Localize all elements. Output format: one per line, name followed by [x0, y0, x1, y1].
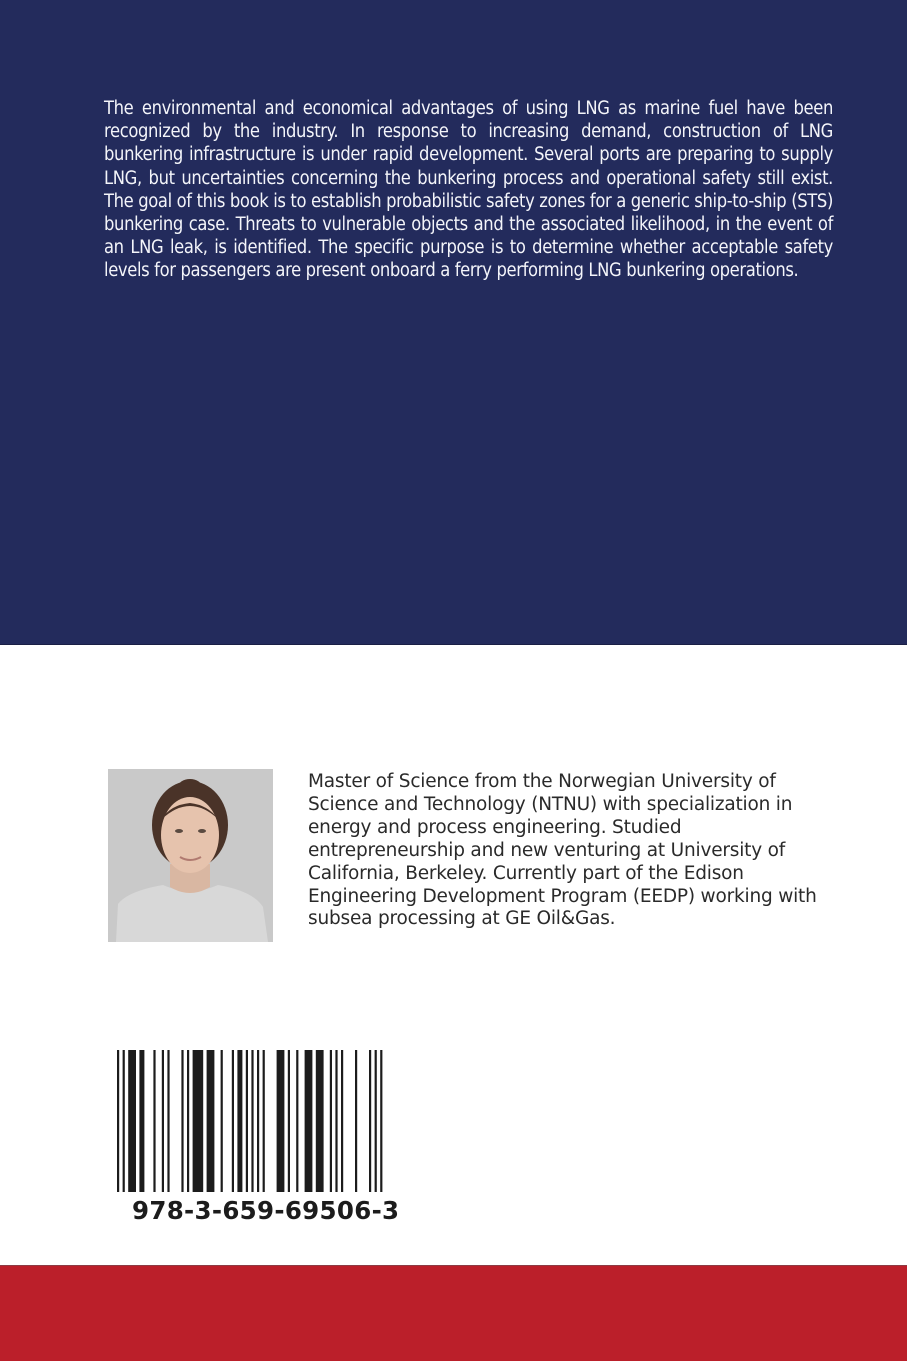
- barcode-bar: [330, 1050, 332, 1192]
- barcode-bar: [221, 1050, 223, 1192]
- author-photo: [108, 769, 273, 942]
- book-blurb: The environmental and economical advantages of using LNG as marine fuel have been recognized by the industry. In response to increasing demand, construction of LNG bunkering infrastructure is under rapid development. Several ports are preparing to supply LNG, but uncertainties concerning the bunkering process and operational safety still exist. The goal of this book is to establish probabilistic safety zones for a generic ship-to-ship (STS) bunkering case. Threats to vulnerable objects and the associated likelihood, in the event of an LNG leak, is identified. The specific purpose is to determine whether acceptable safety levels for passengers are present onboard a ferry performing LNG bunkering operations.: [104, 98, 833, 282]
- barcode-bar: [128, 1050, 136, 1192]
- barcode-bar: [263, 1050, 265, 1192]
- isbn-barcode: [117, 1050, 383, 1192]
- barcode-bar: [153, 1050, 155, 1192]
- barcode-bar: [139, 1050, 144, 1192]
- barcode-bar: [355, 1050, 357, 1192]
- barcode-bar: [193, 1050, 204, 1192]
- barcode-bar: [187, 1050, 189, 1192]
- barcode-bar: [257, 1050, 259, 1192]
- barcode-bar: [167, 1050, 169, 1192]
- barcode-bar: [316, 1050, 324, 1192]
- barcode-bar: [232, 1050, 234, 1192]
- barcode-bar: [288, 1050, 290, 1192]
- barcode-bar: [305, 1050, 313, 1192]
- barcode-bar: [335, 1050, 337, 1192]
- back-cover-top-panel: [0, 0, 907, 645]
- barcode-bar: [251, 1050, 253, 1192]
- author-bio: Master of Science from the Norwegian University of Science and Technology (NTNU) with specialization in energy and process engineering. Studied entrepreneurship and new venturing at University of California, Berkeley. Currently part of the Edison Engineering Development Program (EEDP) working with subsea processing at GE Oil&Gas.: [308, 771, 817, 930]
- barcode-bar: [162, 1050, 164, 1192]
- author-portrait-icon: [108, 769, 273, 942]
- barcode-bar: [123, 1050, 125, 1192]
- barcode-bar: [369, 1050, 371, 1192]
- barcode-bar: [375, 1050, 377, 1192]
- barcode-bar: [380, 1050, 382, 1192]
- barcode-bar: [277, 1050, 285, 1192]
- barcode-bar: [296, 1050, 298, 1192]
- barcode-bar: [207, 1050, 215, 1192]
- barcode-bar: [246, 1050, 248, 1192]
- isbn-number: 978-3-659-69506-3: [132, 1196, 400, 1225]
- barcode-bar: [341, 1050, 343, 1192]
- barcode-bar: [181, 1050, 183, 1192]
- barcode-bar: [117, 1050, 119, 1192]
- barcode-bar: [237, 1050, 242, 1192]
- bottom-color-band: [0, 1265, 907, 1361]
